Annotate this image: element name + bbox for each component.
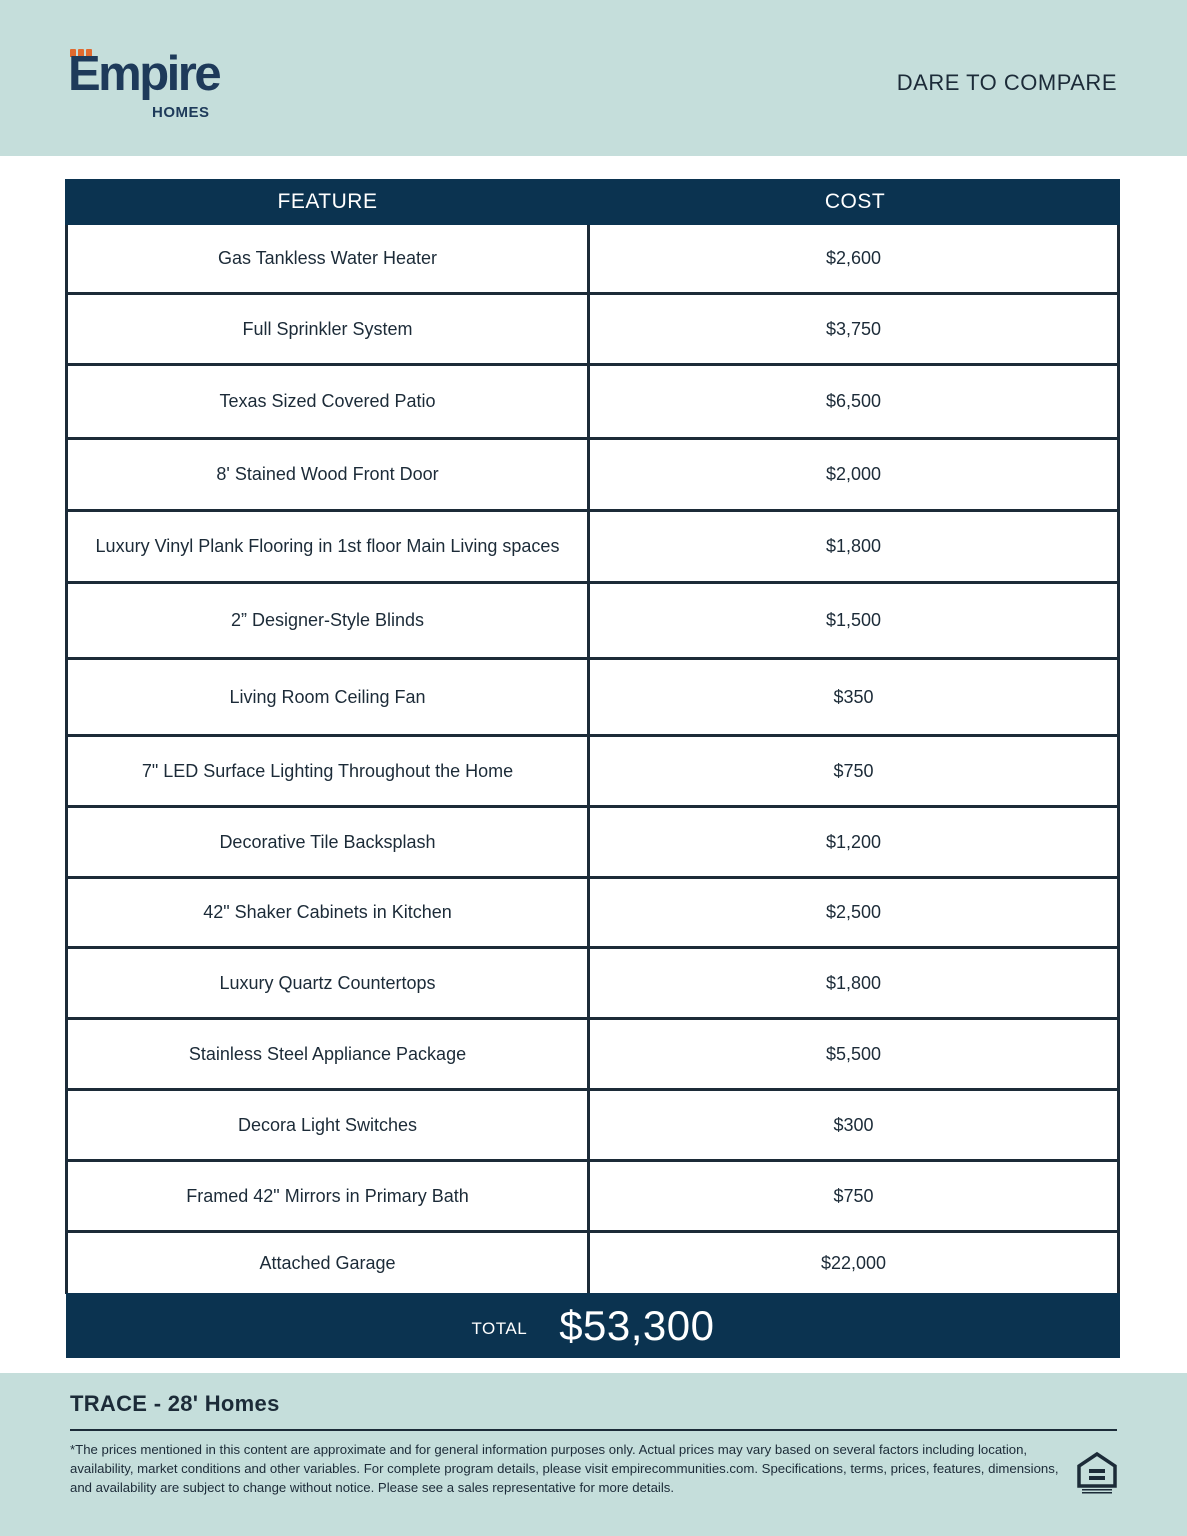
cost-cell: $750 [833, 1185, 874, 1206]
feature-cell: Full Sprinkler System [68, 295, 590, 363]
table-row [68, 366, 1117, 440]
cost-cell: $750 [833, 760, 874, 781]
table-row [68, 737, 1117, 808]
feature-cell: Framed 42" Mirrors in Primary Bath [68, 1162, 590, 1230]
cost-cell: $300 [833, 1114, 874, 1135]
cost-cell: $22,000 [820, 1253, 887, 1273]
footer-band [0, 1373, 1187, 1536]
feature-cell: Decorative Tile Backsplash [68, 808, 590, 876]
cost-cell: $3,750 [825, 318, 882, 339]
feature-cell: Texas Sized Covered Patio [68, 366, 590, 437]
cost-cell: $350 [833, 686, 874, 707]
feature-cell: 7" LED Surface Lighting Throughout the Home [68, 737, 590, 805]
feature-cell: Stainless Steel Appliance Package [68, 1020, 590, 1088]
logo-subtext: HOMES [152, 104, 210, 121]
table-row [68, 1233, 1117, 1294]
feature-cell: Luxury Vinyl Plank Flooring in 1st floor Main Living spaces [68, 512, 590, 581]
cost-cell: $2,000 [825, 464, 882, 484]
equal-housing-opportunity-icon [1076, 1451, 1118, 1495]
cost-cell: $2,600 [825, 248, 882, 268]
cost-column-header: COST [824, 190, 886, 213]
table-row [68, 660, 1117, 737]
feature-column-header: FEATURE [277, 190, 378, 213]
table-row [68, 879, 1117, 949]
header-band [0, 0, 1187, 156]
total-label: TOTAL [471, 1318, 528, 1338]
feature-cell: 42" Shaker Cabinets in Kitchen [68, 879, 590, 946]
feature-cell: Living Room Ceiling Fan [68, 660, 590, 734]
logo-wordmark: Empire [68, 47, 220, 101]
cost-cell: $5,500 [825, 1043, 882, 1064]
cost-cell: $1,500 [825, 610, 882, 630]
table-header [65, 179, 1120, 225]
tagline: DARE TO COMPARE [896, 70, 1117, 95]
feature-cell: Attached Garage [68, 1233, 590, 1294]
feature-cell: Decora Light Switches [68, 1091, 590, 1159]
feature-cell: 8' Stained Wood Front Door [68, 440, 590, 509]
total-value: $53,300 [559, 1301, 715, 1349]
cost-cell: $6,500 [825, 391, 882, 411]
disclaimer-text: *The prices mentioned in this content are approximate and for general information purposes only. Actual prices may vary based on several factors including location, availability, market conditions and other variables. For complete program details, please visit empirecommunities.com. Specifications, terms, prices, features, dimensions, and availability are subject to change without notice. Please see a sales representative for more details. [70, 1442, 1059, 1495]
cost-cell: $2,500 [825, 902, 882, 922]
table-row [68, 1091, 1117, 1162]
cost-comparison-table [65, 179, 1120, 1294]
table-row [68, 584, 1117, 660]
total-bar [66, 1293, 1120, 1358]
table-row [68, 1020, 1117, 1091]
feature-cell: 2” Designer-Style Blinds [68, 584, 590, 657]
table-row [68, 440, 1117, 512]
feature-cell: Gas Tankless Water Heater [68, 225, 590, 292]
cost-cell: $1,800 [825, 972, 882, 993]
footer-divider [70, 1429, 1117, 1431]
table-row [68, 949, 1117, 1020]
community-title: TRACE - 28' Homes [70, 1391, 280, 1416]
feature-cell: Luxury Quartz Countertops [68, 949, 590, 1017]
table-row [68, 225, 1117, 295]
table-body [65, 225, 1120, 1294]
empire-homes-logo [68, 42, 228, 124]
cost-cell: $1,200 [825, 831, 882, 852]
cost-cell: $1,800 [825, 536, 882, 556]
table-row [68, 295, 1117, 366]
table-row [68, 1162, 1117, 1233]
table-row [68, 808, 1117, 879]
table-row [68, 512, 1117, 584]
